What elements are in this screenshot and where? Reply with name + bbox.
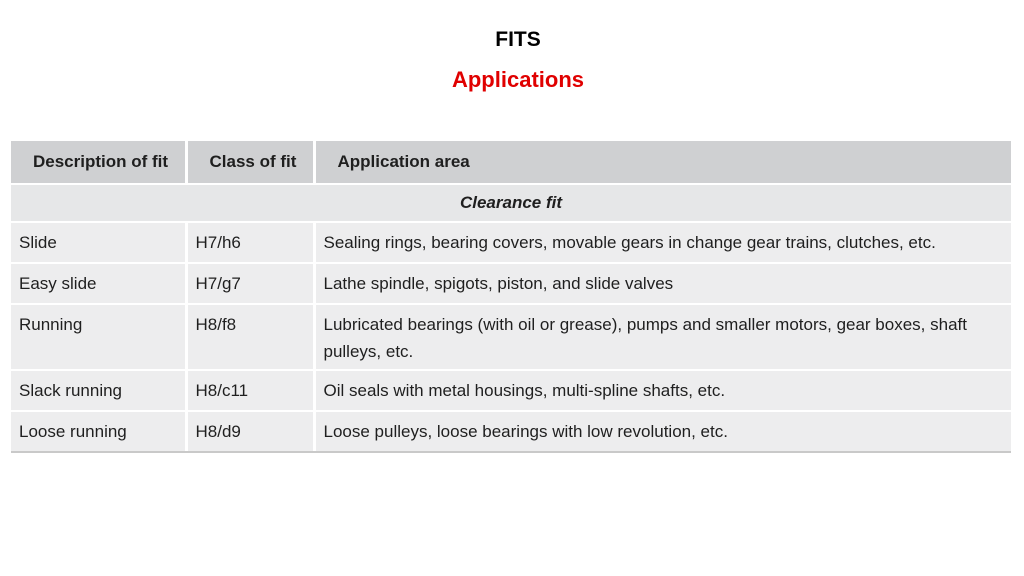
application-cell: Lathe spindle, spigots, piston, and slide valves bbox=[314, 263, 1011, 304]
application-cell: Lubricated bearings (with oil or grease), pumps and smaller motors, gear boxes, shaft pulleys, etc. bbox=[314, 304, 1011, 370]
fits-table-container bbox=[11, 141, 1011, 453]
description-cell: Slack running bbox=[11, 370, 186, 411]
table-row bbox=[11, 411, 1011, 451]
class-cell: H7/g7 bbox=[186, 263, 314, 304]
section-row bbox=[11, 184, 1011, 222]
table-row bbox=[11, 222, 1011, 263]
page-subtitle: Applications bbox=[451, 67, 584, 92]
page-title: FITS bbox=[495, 28, 541, 51]
table-row bbox=[11, 304, 1011, 370]
description-cell: Easy slide bbox=[11, 263, 186, 304]
description-cell: Running bbox=[11, 304, 186, 370]
application-cell: Oil seals with metal housings, multi-spline shafts, etc. bbox=[314, 370, 1011, 411]
description-cell: Slide bbox=[11, 222, 186, 263]
table-row bbox=[11, 370, 1011, 411]
column-header-description: Description of fit bbox=[11, 141, 186, 184]
class-cell: H8/d9 bbox=[186, 411, 314, 451]
class-cell: H8/f8 bbox=[186, 304, 314, 370]
table-row bbox=[11, 263, 1011, 304]
application-cell: Loose pulleys, loose bearings with low revolution, etc. bbox=[314, 411, 1011, 451]
class-cell: H8/c11 bbox=[186, 370, 314, 411]
column-header-class: Class of fit bbox=[186, 141, 314, 184]
section-label: Clearance fit bbox=[11, 184, 1011, 222]
fits-table bbox=[11, 141, 1011, 451]
description-cell: Loose running bbox=[11, 411, 186, 451]
column-header-application: Application area bbox=[314, 141, 1011, 184]
table-header-row bbox=[11, 141, 1011, 184]
application-cell: Sealing rings, bearing covers, movable gears in change gear trains, clutches, etc. bbox=[314, 222, 1011, 263]
class-cell: H7/h6 bbox=[186, 222, 314, 263]
